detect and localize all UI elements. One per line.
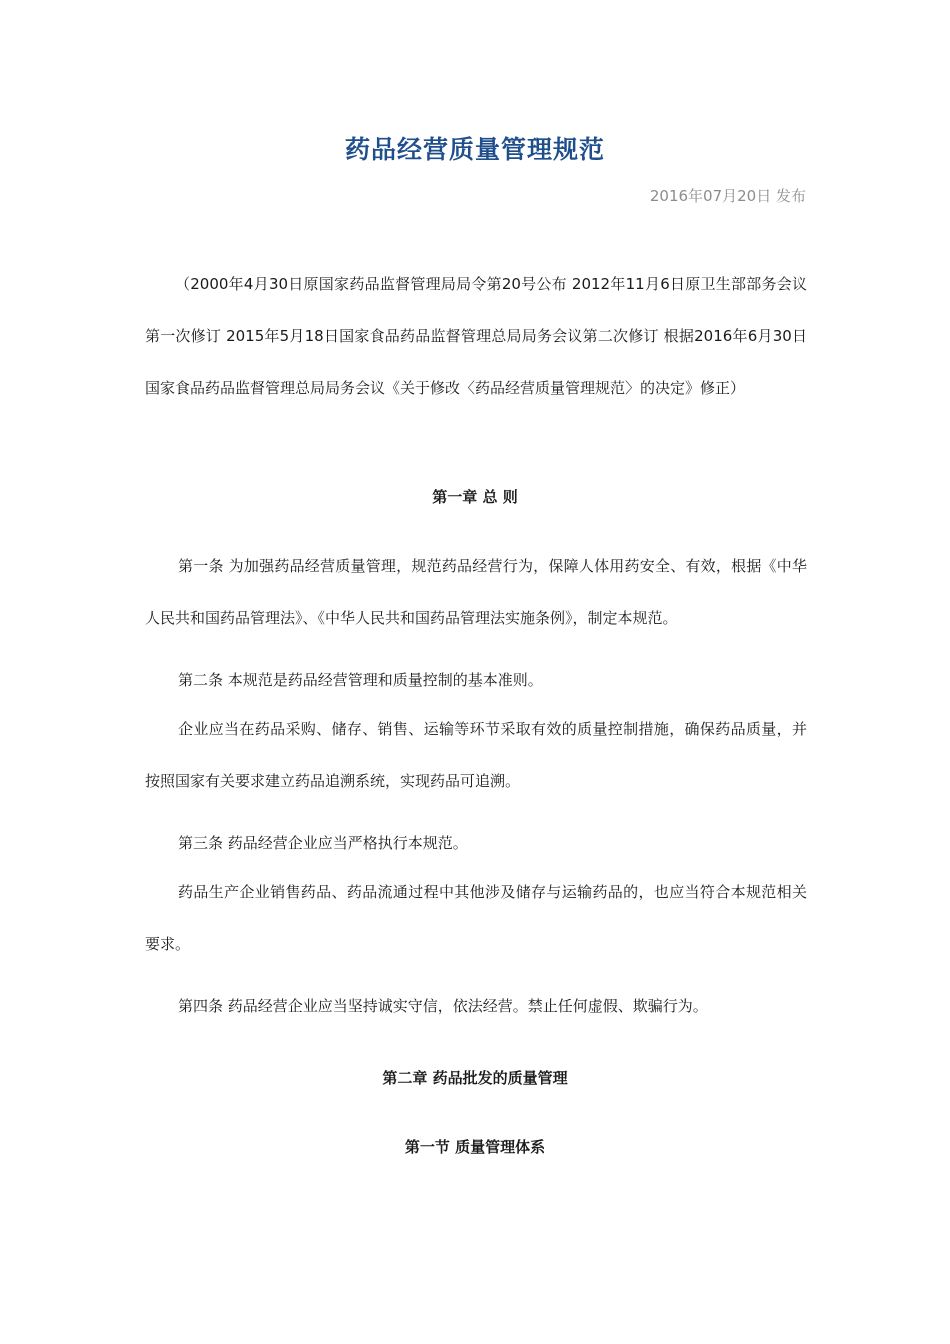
document-title: 药品经营质量管理规范 — [344, 135, 605, 164]
article-2-paragraph: 第二条 本规范是药品经营管理和质量控制的基本准则。 — [178, 671, 543, 689]
article-3-paragraph-2: 药品生产企业销售药品、药品流通过程中其他涉及储存与运输药品的，也应当符合本规范相关要求。 — [145, 883, 807, 953]
article-4-paragraph: 第四条 药品经营企业应当坚持诚实守信，依法经营。禁止任何虚假、欺骗行为。 — [178, 997, 708, 1015]
chapter-1-heading: 第一章 总 则 — [432, 488, 518, 506]
preamble-paragraph: （2000年4月30日原国家药品监督管理局局令第20号公布 2012年11月6日原卫生部部务会议第一次修订 2015年5月18日国家食品药品监督管理总局局务会议第二次修订 根据2016年6月30日国家食品药品监督管理总局局务会议《关于修改〈药品经营质量管理规范〉的决定》修正） — [145, 275, 807, 397]
publish-date: 2016年07月20日 发布 — [649, 187, 806, 205]
article-1-paragraph: 第一条 为加强药品经营质量管理，规范药品经营行为，保障人体用药安全、有效，根据《中华人民共和国药品管理法》、《中华人民共和国药品管理法实施条例》，制定本规范。 — [145, 557, 807, 627]
article-2-paragraph-2: 企业应当在药品采购、储存、销售、运输等环节采取有效的质量控制措施，确保药品质量，并按照国家有关要求建立药品追溯系统，实现药品可追溯。 — [145, 720, 807, 790]
chapter-2-heading: 第二章 药品批发的质量管理 — [382, 1069, 568, 1087]
article-3-paragraph: 第三条 药品经营企业应当严格执行本规范。 — [178, 834, 468, 852]
section-1-heading: 第一节 质量管理体系 — [404, 1138, 546, 1156]
